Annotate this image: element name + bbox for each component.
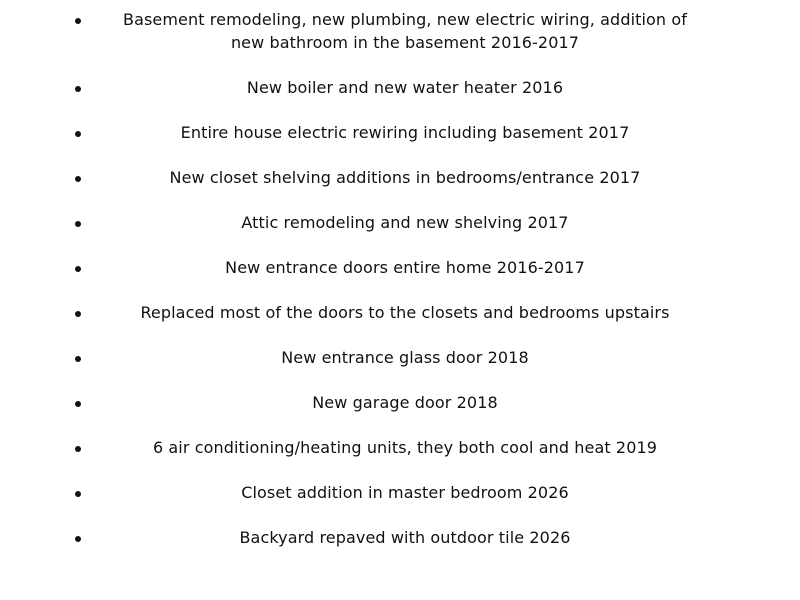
bullet-icon xyxy=(75,131,81,137)
bullet-icon xyxy=(75,446,81,452)
bullet-icon xyxy=(75,18,81,24)
bullet-icon xyxy=(75,311,81,317)
list-item-text: Backyard repaved with outdoor tile 2026 xyxy=(239,528,571,547)
list-item-text: New closet shelving additions in bedrooms/entrance 2017 xyxy=(169,168,641,187)
list-item-text: New garage door 2018 xyxy=(312,393,498,412)
list-item-text: Basement remodeling, new plumbing, new electric wiring, addition of new bathroom in the basement 2016-2017 xyxy=(123,10,687,52)
bullet-icon xyxy=(75,176,81,182)
list-item-text: Attic remodeling and new shelving 2017 xyxy=(241,213,569,232)
bullet-icon xyxy=(75,401,81,407)
bullet-icon xyxy=(75,356,81,362)
bullet-icon xyxy=(75,266,81,272)
list-item-text: 6 air conditioning/heating units, they both cool and heat 2019 xyxy=(152,438,658,457)
bullet-icon xyxy=(75,86,81,92)
bullet-icon xyxy=(75,491,81,497)
list-item-text: New entrance glass door 2018 xyxy=(281,348,529,367)
bullet-icon xyxy=(75,221,81,227)
list-item-text: Entire house electric rewiring including basement 2017 xyxy=(180,123,630,142)
list-item-text: Replaced most of the doors to the closets and bedrooms upstairs xyxy=(140,303,670,322)
list-item-text: New boiler and new water heater 2016 xyxy=(246,78,564,97)
list-item-text: New entrance doors entire home 2016-2017 xyxy=(225,258,585,277)
list-item-text: Closet addition in master bedroom 2026 xyxy=(241,483,569,502)
bullet-icon xyxy=(75,536,81,542)
